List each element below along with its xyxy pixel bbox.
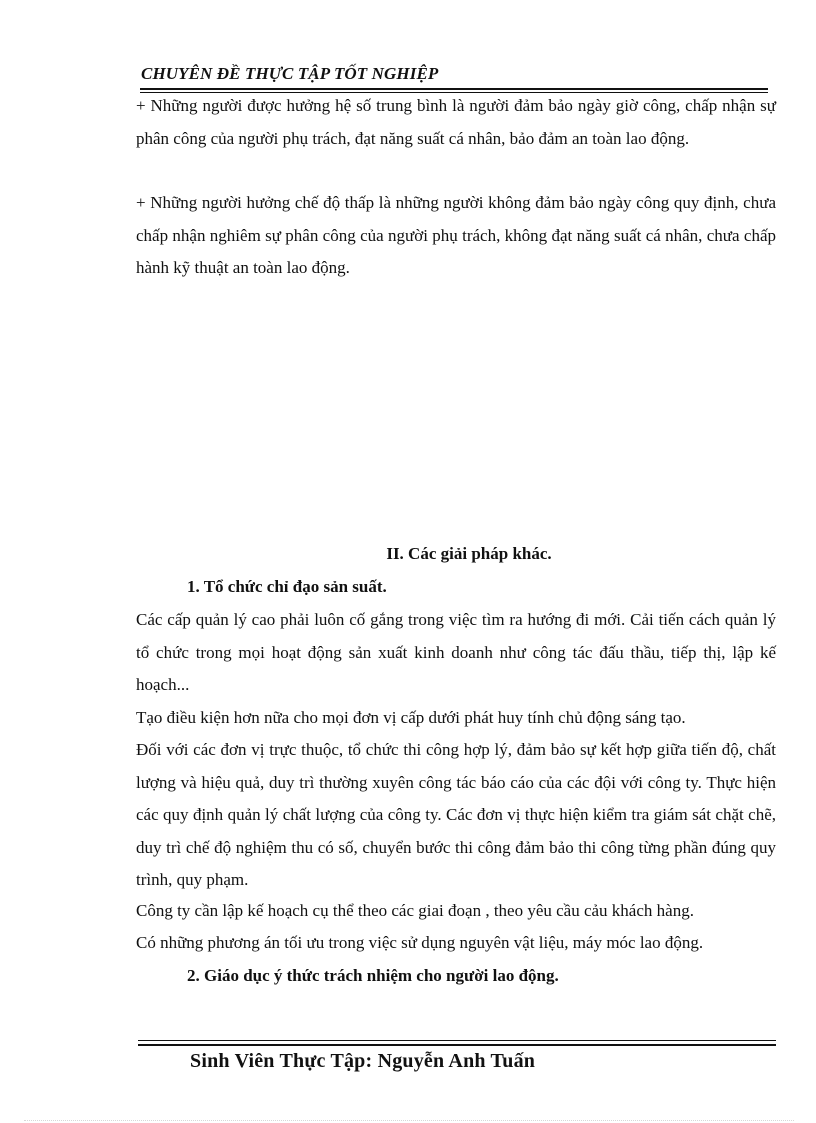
footer-rule-thin — [138, 1040, 776, 1041]
page-edge — [24, 1120, 794, 1121]
page-header-title: CHUYÊN ĐỀ THỰC TẬP TỐT NGHIỆP — [141, 64, 439, 83]
footer-student-name: Sinh Viên Thực Tập: Nguyễn Anh Tuấn — [190, 1050, 536, 1072]
paragraph-optimal-options: Có những phương án tối ưu trong việc sử dụng nguyên vật liệu, máy móc lao động. — [136, 933, 704, 952]
paragraph-company-plan: Công ty cần lập kế hoạch cụ thể theo các giai đoạn , theo yêu cầu cảu khách hàng. — [136, 901, 694, 920]
paragraph-creativity: Tạo điều kiện hơn nữa cho mọi đơn vị cấp dưới phát huy tính chủ động sáng tạo. — [136, 708, 686, 727]
subheading-responsibility-education: 2. Giáo dục ý thức trách nhiệm cho người lao động. — [187, 966, 559, 985]
paragraph-low-regime: + Những người hưởng chế độ thấp là những người không đảm bảo ngày công quy định, chưa chấp nhận nghiêm sự phân công của người phụ trách, không đạt năng suất cá nhân, chưa chấp hành kỹ thuật an toàn lao động. — [136, 193, 776, 277]
section-heading: II. Các giải pháp khác. — [386, 544, 552, 563]
paragraph-affiliated-units: Đối với các đơn vị trực thuộc, tổ chức thi công hợp lý, đảm bảo sự kết hợp giữa tiến độ, chất lượng và hiệu quả, duy trì thường xuyên công tác báo cáo của các đội với công ty. Thực hiện các quy định quản lý chất lượng của công ty. Các đơn vị thực hiện kiểm tra giám sát chặt chẽ, duy trì chế độ nghiệm thu có số, chuyển bước thi công đảm bảo thi công từng phần đúng quy trình, quy phạm. — [136, 740, 776, 889]
paragraph-management-improvement: Các cấp quản lý cao phải luôn cố gắng trong việc tìm ra hướng đi mới. Cải tiến cách quản lý tổ chức trong mọi hoạt động sản xuất kinh doanh như công tác đấu thầu, tiếp thị, lập kế hoạch... — [136, 610, 776, 694]
subheading-production-management: 1. Tổ chức chỉ đạo sản suất. — [187, 577, 387, 596]
footer-rule — [138, 1044, 776, 1046]
paragraph-average-coefficient: + Những người được hưởng hệ số trung bình là người đảm bảo ngày giờ công, chấp nhận sự phân công của người phụ trách, đạt năng suất cá nhân, bảo đảm an toàn lao động. — [136, 96, 776, 148]
